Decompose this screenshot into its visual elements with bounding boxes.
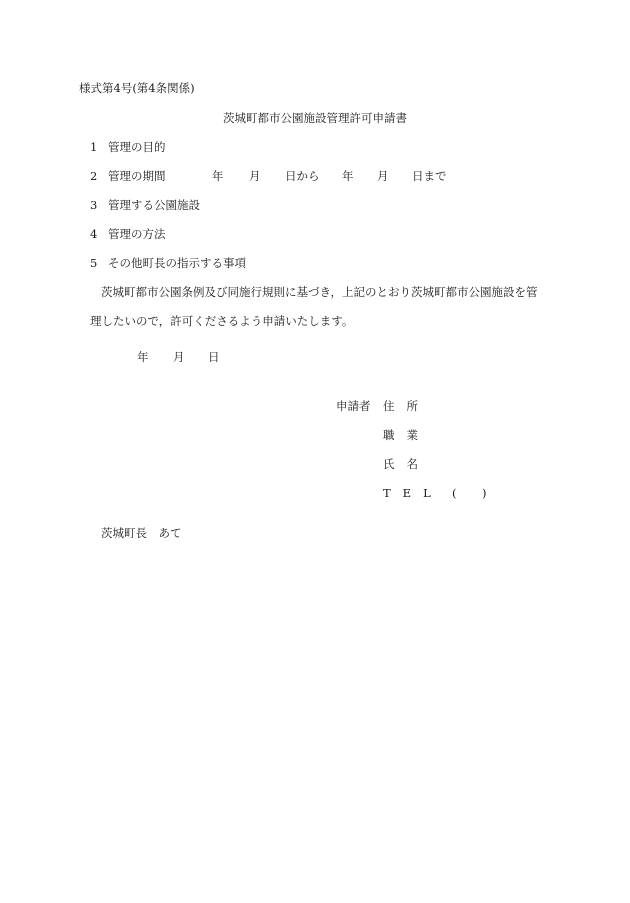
item-label: 管理の目的 xyxy=(108,140,166,154)
item-number: 3 xyxy=(90,198,98,212)
item-label: 管理の期間 xyxy=(108,169,166,183)
paren-open: ( xyxy=(452,486,457,500)
item-label: 管理する公園施設 xyxy=(108,198,200,212)
period-to-day: 日まで xyxy=(412,169,447,183)
applicant-address-label: 住 所 xyxy=(383,399,418,413)
item-other xyxy=(90,258,246,270)
applicant-name-label: 氏 名 xyxy=(383,457,418,471)
form-number: 様式第4号(第4条関係) xyxy=(79,81,195,95)
applicant-tel-label: T E L xyxy=(383,486,431,500)
period-from-day: 日から xyxy=(285,169,320,183)
item-purpose xyxy=(90,142,166,154)
item-number: 1 xyxy=(90,140,98,154)
period-from-year: 年 xyxy=(212,169,224,183)
item-number: 4 xyxy=(90,227,98,241)
item-label: その他町長の指示する事項 xyxy=(108,256,246,270)
item-facility xyxy=(90,200,200,212)
date-year: 年 xyxy=(137,350,149,364)
period-to-year: 年 xyxy=(342,169,354,183)
item-number: 5 xyxy=(90,256,98,270)
document-title: 茨城町都市公園施設管理許可申請書 xyxy=(223,111,407,125)
body-text-line-1: 茨城町都市公園条例及び同施行規則に基づき，上記のとおり茨城町都市公園施設を管 xyxy=(101,285,538,299)
period-from-month: 月 xyxy=(249,169,261,183)
item-label: 管理の方法 xyxy=(108,227,166,241)
applicant-label: 申請者 xyxy=(336,399,371,413)
item-method xyxy=(90,229,166,241)
body-text-line-2: 理したいので，許可くださるよう申請いたします。 xyxy=(90,314,354,328)
date-day: 日 xyxy=(208,350,220,364)
date-month: 月 xyxy=(173,350,185,364)
item-number: 2 xyxy=(90,169,98,183)
addressee: 茨城町長 あて xyxy=(101,526,182,540)
period-to-month: 月 xyxy=(377,169,389,183)
applicant-occupation-label: 職 業 xyxy=(383,428,418,442)
paren-close: ) xyxy=(482,486,487,500)
item-period xyxy=(90,171,166,183)
